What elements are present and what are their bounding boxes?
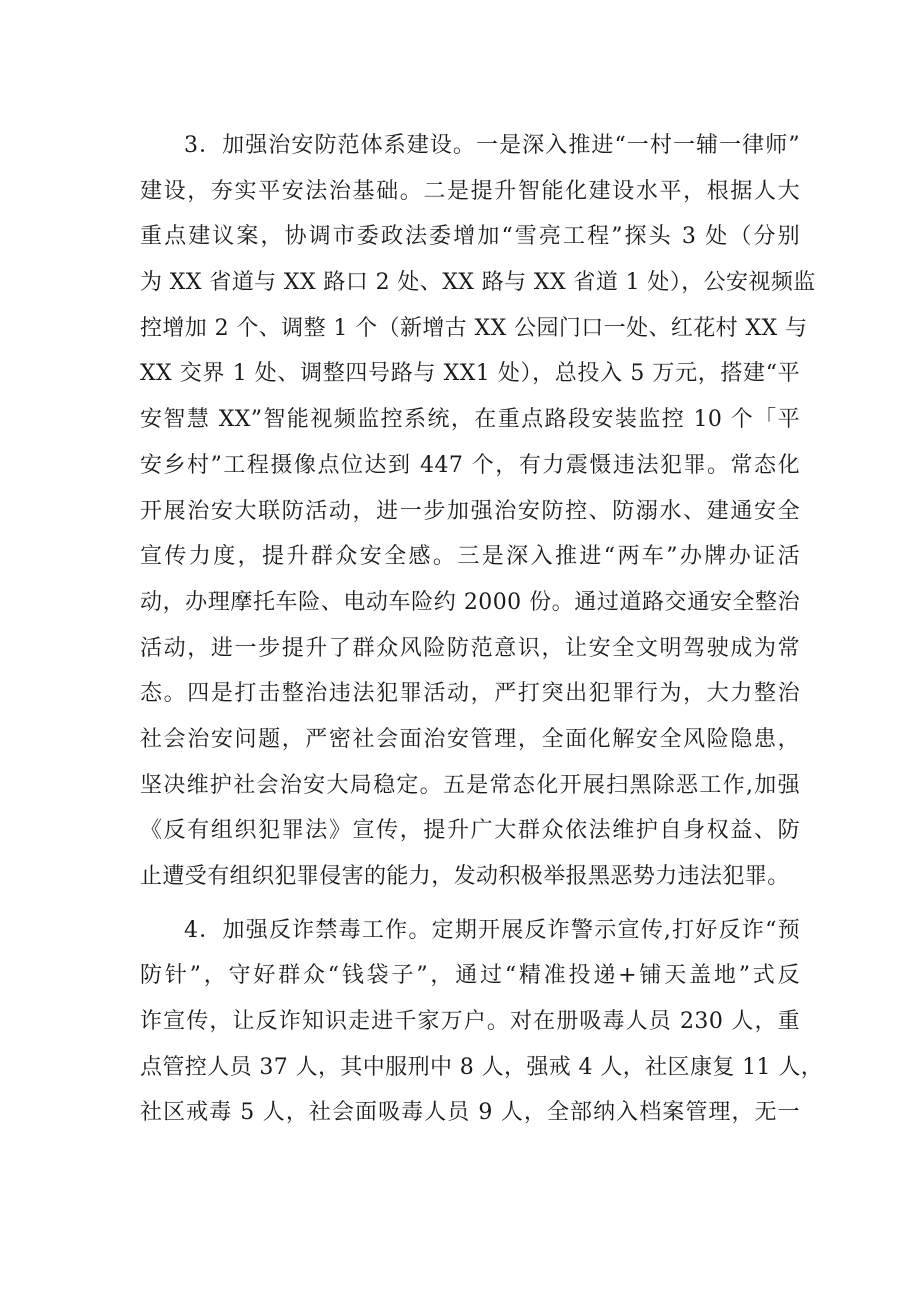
text-line: 开展治安大联防活动，进一步加强治安防控、防溺水、建通安全: [140, 498, 800, 524]
text-line: 活动，进一步提升了群众风险防范意识，让安全文明驾驶成为常: [140, 635, 800, 661]
text-line: 态。四是打击整治违法犯罪活动，严打突出犯罪行为，大力整治: [140, 681, 800, 707]
text-line: 宣传力度，提升群众安全感。三是深入推进“两车”办牌办证活: [140, 544, 800, 570]
text-line: 止遭受有组织犯罪侵害的能力，发动积极举报黑恶势力违法犯罪。: [140, 864, 790, 889]
text-line: 控增加 2 个、调整 1 个（新增古 XX 公园门口一处、红花村 XX 与: [140, 315, 808, 341]
text-line: 点管控人员 37 人，其中服刑中 8 人，强戒 4 人，社区康复 11 人，: [140, 1054, 824, 1080]
text-line: 安乡村”工程摄像点位达到 447 个，有力震慑违法犯罪。常态化: [140, 452, 800, 478]
text-line: 防针”，守好群众“钱袋子”，通过“精准投递+铺天盖地”式反: [140, 963, 800, 989]
text-line: 建设，夯实平安法治基础。二是提升智能化建设水平，根据人大: [140, 178, 800, 204]
paragraph-security-system: [140, 123, 816, 900]
text-line: 重点建议案，协调市委政法委增加“雪亮工程”探头 3 处（分别: [140, 224, 800, 250]
text-line: 为 XX 省道与 XX 路口 2 处、XX 路与 XX 省道 1 处），公安视频监: [140, 270, 816, 296]
text-line: 动，办理摩托车险、电动车险约 2000 份。通过道路交通安全整治: [140, 589, 800, 615]
text-line: XX 交界 1 处、调整四号路与 XX1 处），总投入 5 万元，搭建“平: [140, 361, 800, 387]
body-text: [140, 123, 824, 1136]
text-line: 社会治安问题，严密社会面治安管理，全面化解安全风险隐患，: [140, 726, 800, 752]
text-line: 3．加强治安防范体系建设。一是深入推进“一村一辅一律师”: [184, 133, 800, 158]
paragraph-gap: [140, 900, 800, 908]
paragraph-anti-fraud-drugs: [140, 908, 824, 1136]
text-line: 《反有组织犯罪法》宣传，提升广大群众依法维护自身权益、防: [140, 818, 800, 844]
text-line: 诈宣传，让反诈知识走进千家万户。对在册吸毒人员 230 人，重: [140, 1009, 800, 1035]
text-line: 安智慧 XX”智能视频监控系统，在重点路段安装监控 10 个「平: [140, 407, 800, 433]
text-line: 4．加强反诈禁毒工作。定期开展反诈警示宣传,打好反诈“预: [184, 917, 800, 943]
text-line: 社区戒毒 5 人，社会面吸毒人员 9 人，全部纳入档案管理，无一: [140, 1100, 800, 1126]
text-line: 坚决维护社会治安大局稳定。五是常态化开展扫黑除恶工作,加强: [140, 772, 800, 798]
